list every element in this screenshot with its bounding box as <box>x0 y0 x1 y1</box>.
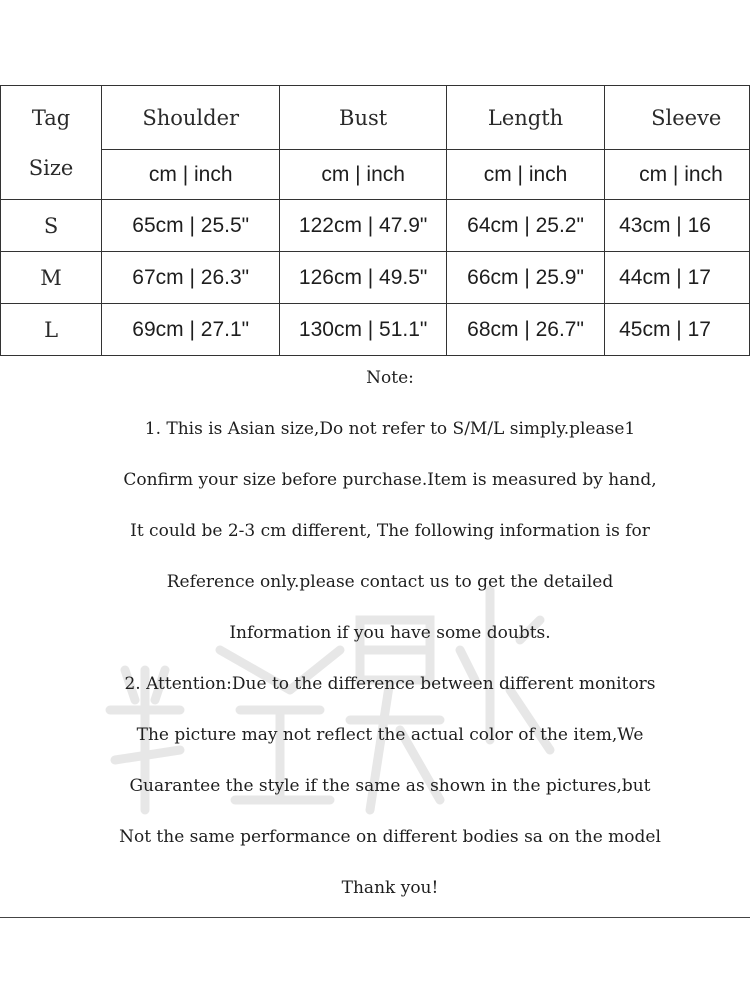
note-line: Guarantee the style if the same as shown in the pictures,but <box>129 776 651 796</box>
unit-label-bust: cm | inch <box>280 150 447 200</box>
length-value: 64cm | 25.2" <box>447 200 605 252</box>
length-value: 66cm | 25.9" <box>447 252 605 304</box>
bust-value: 122cm | 47.9" <box>280 200 447 252</box>
note-line: 2. Attention:Due to the difference between different monitors <box>124 674 656 694</box>
size-note <box>0 357 750 918</box>
note-line: Not the same performance on different bodies sa on the model <box>119 827 661 847</box>
size-chart-table <box>0 85 750 356</box>
column-header-length: Length <box>447 86 605 150</box>
column-header-shoulder: Shoulder <box>102 86 280 150</box>
table-row <box>1 200 750 252</box>
tag-size-header <box>1 86 102 200</box>
sleeve-value: 45cm | 17 <box>605 304 750 356</box>
sleeve-value: 44cm | 17 <box>605 252 750 304</box>
length-value: 68cm | 26.7" <box>447 304 605 356</box>
bust-value: 126cm | 49.5" <box>280 252 447 304</box>
column-header-sleeve: Sleeve <box>605 86 750 150</box>
table-header-row <box>1 86 750 150</box>
note-line: It could be 2-3 cm different, The following information is for <box>130 521 650 541</box>
note-line: The picture may not reflect the actual color of the item,We <box>136 725 644 745</box>
shoulder-value: 65cm | 25.5" <box>102 200 280 252</box>
note-line: Reference only.please contact us to get the detailed <box>166 572 614 592</box>
note-line: Confirm your size before purchase.Item is measured by hand, <box>123 470 657 490</box>
size-label: Size <box>28 155 74 180</box>
table-unit-row <box>1 150 750 200</box>
bust-value: 130cm | 51.1" <box>280 304 447 356</box>
bottom-divider <box>0 917 750 918</box>
note-line: Thank you! <box>341 878 439 898</box>
note-heading: Note: <box>366 368 414 388</box>
tag-label: Tag <box>31 105 71 130</box>
column-header-bust: Bust <box>280 86 447 150</box>
size-cell: L <box>1 304 102 356</box>
sleeve-value: 43cm | 16 <box>605 200 750 252</box>
size-cell: S <box>1 200 102 252</box>
table-row <box>1 252 750 304</box>
table-row <box>1 304 750 356</box>
unit-label-shoulder: cm | inch <box>102 150 280 200</box>
unit-label-sleeve: cm | inch <box>605 150 750 200</box>
note-line: Information if you have some doubts. <box>229 623 551 643</box>
note-line: 1. This is Asian size,Do not refer to S/M/L simply.please1 <box>144 419 636 439</box>
shoulder-value: 67cm | 26.3" <box>102 252 280 304</box>
size-cell: M <box>1 252 102 304</box>
unit-label-length: cm | inch <box>447 150 605 200</box>
shoulder-value: 69cm | 27.1" <box>102 304 280 356</box>
